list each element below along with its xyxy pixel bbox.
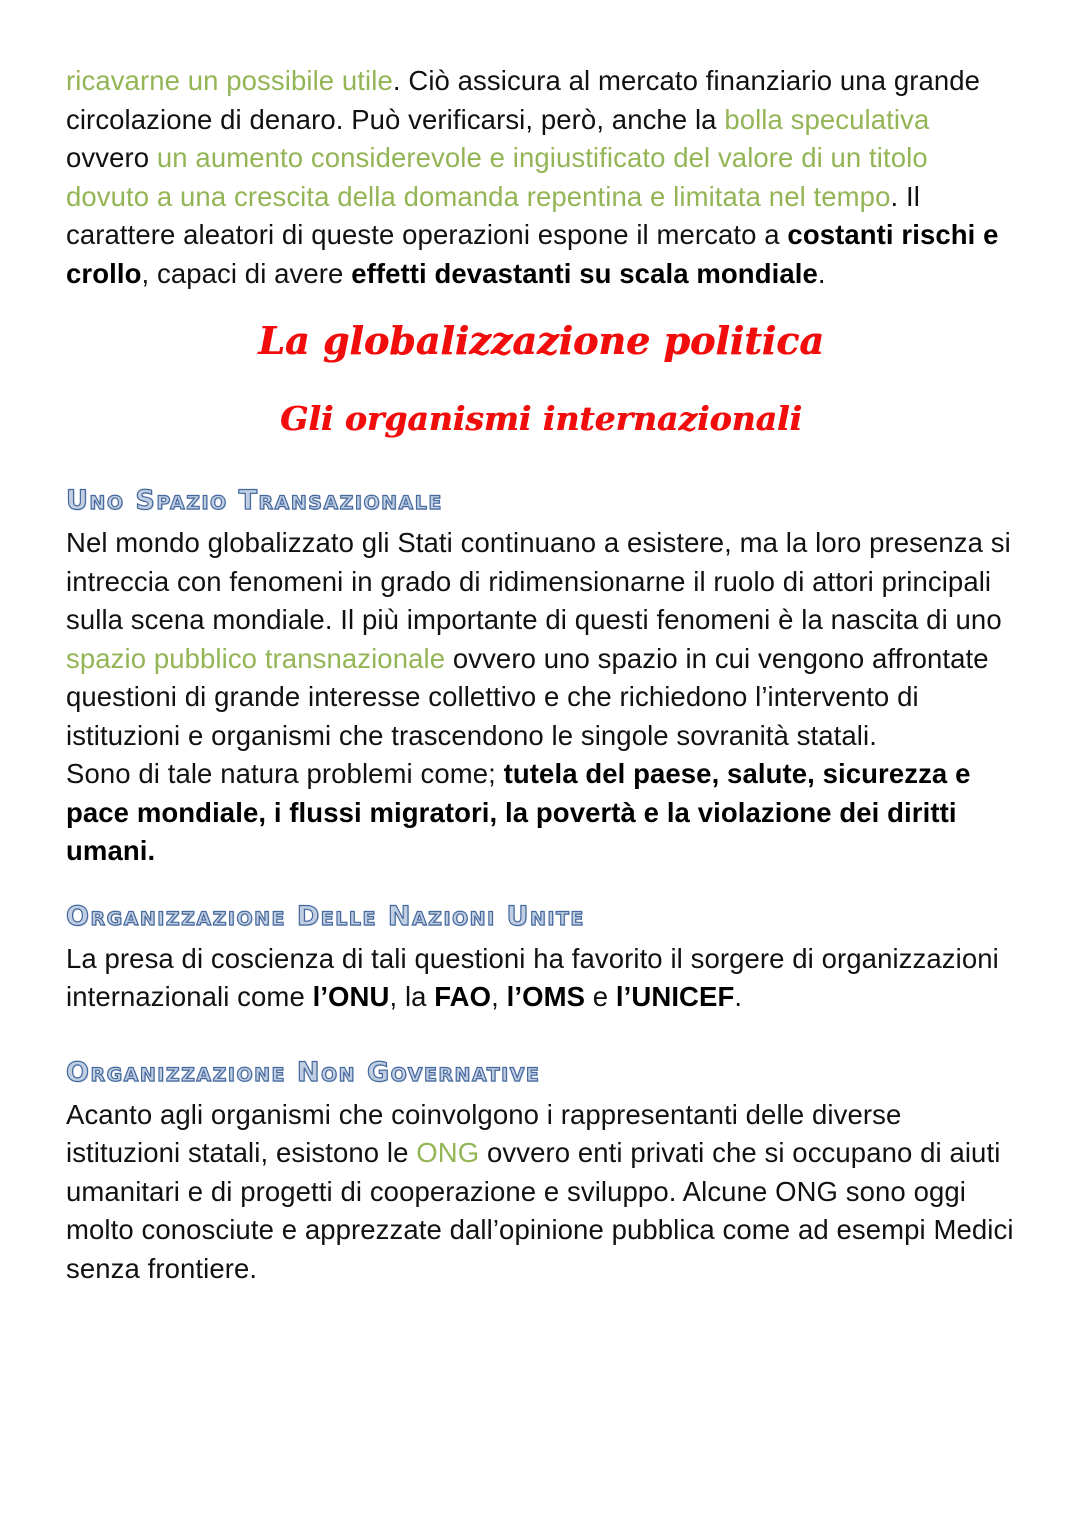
text-segment-green: ONG bbox=[416, 1137, 480, 1168]
text-segment-green: bolla speculativa bbox=[724, 103, 930, 135]
text-segment-bold: FAO bbox=[434, 981, 492, 1012]
text-segment: ovvero bbox=[66, 142, 157, 173]
text-segment-bold: tutela del paese, salute, sicurezza e pace mondiale, i flussi migratori, la povertà e la violazione dei diritti umani. bbox=[66, 758, 971, 866]
text-segment: , bbox=[491, 981, 507, 1012]
section-paragraph bbox=[66, 940, 1016, 1017]
text-segment: . bbox=[817, 257, 826, 289]
text-segment-green: spazio pubblico transnazionale bbox=[66, 642, 446, 674]
text-segment: , capaci di avere bbox=[141, 257, 352, 289]
text-segment-bold: l’OMS bbox=[506, 981, 586, 1012]
section-organizzazione-non-governative bbox=[66, 1057, 1016, 1289]
text-segment: Acanto agli organismi che coinvolgono i rappresentanti delle diverse istituzioni statali, esistono le bbox=[66, 1098, 902, 1168]
section-paragraph bbox=[66, 524, 1016, 755]
text-segment: , la bbox=[389, 981, 435, 1012]
text-segment: La presa di coscienza di tali questioni ha favorito il sorgere di organizzazioni internazionali come bbox=[66, 942, 999, 1012]
text-segment-green: un aumento considerevole e ingiustificato del valore di un titolo dovuto a una crescita della domanda repentina e limitata nel tempo bbox=[66, 142, 928, 212]
text-segment-bold: l’ONU bbox=[312, 981, 390, 1012]
section-organizzazione-nazioni-unite bbox=[66, 901, 1016, 1017]
subtitle: Gli organismi internazionali bbox=[280, 399, 802, 438]
section-uno-spazio-transazionale bbox=[66, 485, 1016, 871]
text-segment: ovvero uno spazio in cui vengono affrontate questioni di grande interesse collettivo e che richiedono l’intervento di istituzioni e organismi che trascendono le singole sovranità statali. bbox=[66, 642, 989, 751]
text-segment-green: ricavarne un possibile utile bbox=[66, 65, 393, 96]
intro-paragraph bbox=[66, 62, 1016, 293]
text-segment-bold: l’UNICEF bbox=[615, 981, 735, 1012]
section-heading-nazioni-unite: Organizzazione Delle Nazioni Unite bbox=[66, 900, 585, 932]
text-segment-bold: effetti devastanti su scala mondiale bbox=[351, 257, 818, 289]
text-segment: e bbox=[585, 981, 616, 1012]
section-paragraph bbox=[66, 755, 1016, 871]
text-segment: ovvero enti privati che si occupano di aiuti umanitari e di progetti di cooperazione e sviluppo. Alcune ONG sono oggi molto conosciute e apprezzate dall’opinione pubblica come ad esempi Medici senza frontiere. bbox=[66, 1137, 1014, 1284]
text-segment: . bbox=[734, 981, 743, 1012]
section-heading-non-governative: Organizzazione Non Governative bbox=[66, 1056, 541, 1088]
text-segment-bold: costanti rischi e crollo bbox=[66, 219, 999, 289]
main-title: La globalizzazione politica bbox=[258, 318, 824, 363]
text-segment: Sono di tale natura problemi come; bbox=[66, 758, 504, 789]
text-segment: Nel mondo globalizzato gli Stati continuano a esistere, ma la loro presenza si intreccia con fenomeni in grado di ridimensionarne il ruolo di attori principali sulla scena mondiale. Il più importante di questi fenomeni è la nascita di uno bbox=[66, 527, 1011, 635]
text-segment: . Ciò assicura al mercato finanziario una grande circolazione di denaro. Può verificarsi, però, anche la bbox=[66, 65, 981, 135]
text-segment: . Il carattere aleatori di queste operazioni espone il mercato a bbox=[66, 180, 920, 250]
section-heading-uno-spazio: Uno Spazio Transazionale bbox=[66, 485, 443, 516]
section-paragraph bbox=[66, 1096, 1016, 1289]
